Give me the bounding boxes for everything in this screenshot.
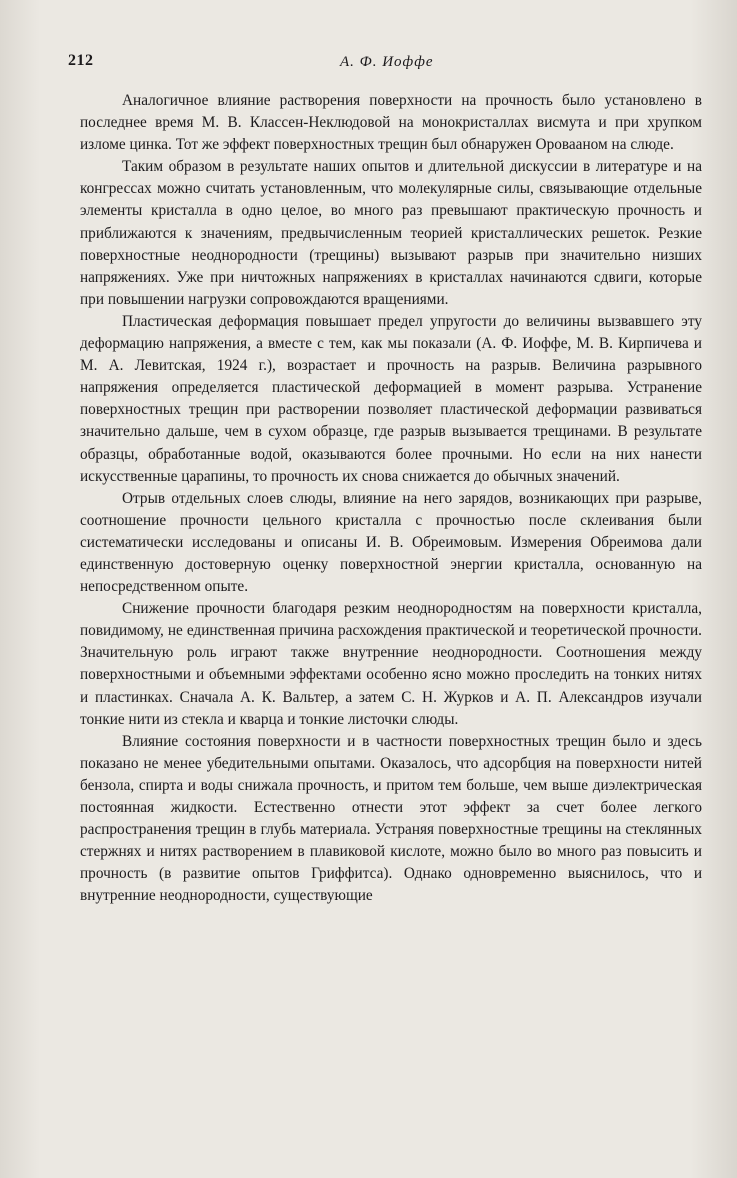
paragraph: Таким образом в результате наших опытов и длительной дискуссии в литературе и на конгрессах можно считать установленным, что молекулярные силы, связывающие отдельные элементы кристалла в одно целое, во много раз превышают практическую прочность и приближаются к значениям, предвычисленным теорией кристаллических решеток. Резкие поверхностные неоднородности (трещины) вызывают разрыв при значительно низших напряжениях. Уже при ничтожных напряжениях в кристаллах начинаются сдвиги, которые при повышении нагрузки сопровождаются вращениями. xyxy=(80,158,702,308)
paragraph: Влияние состояния поверхности и в частности поверхностных трещин было и здесь показано не менее убедительными опытами. Оказалось, что адсорбция на поверхности нитей бензола, спирта и воды снижала прочность, и притом тем больше, чем выше диэлектрическая постоянная жидкости. Естественно отнести этот эффект за счет более легкого распространения трещин в глубь материала. Устраняя поверхностные трещины на стеклянных стержнях и нитях растворением в плавиковой кислоте, можно было во много раз повысить и прочность (в развитие опытов Гриффитса). Однако одновременно выяснилось, что и внутренние неоднородности, существующие xyxy=(80,732,702,905)
body-text xyxy=(80,90,702,907)
paragraph: Снижение прочности благодаря резким неоднородностям на поверхности кристалла, повидимому, не единственная причина расхождения практической и теоретической прочности. Значительную роль играют также внутренние неоднородности. Соотношения между поверхностными и объемными эффектами особенно ясно можно проследить на тонких нитях и пластинках. Сначала А. К. Вальтер, а затем С. Н. Журков и А. П. Александров изучали тонкие нити из стекла и кварца и тонкие листочки слюды. xyxy=(80,600,702,728)
paragraph: Аналогичное влияние растворения поверхности на прочность было установлено в последнее время М. В. Классен-Неклюдовой на монокристаллах висмута и при хрупком изломе цинка. Тот же эффект поверхностных трещин был обнаружен Оровааном на слюде. xyxy=(80,92,702,154)
page-number: 212 xyxy=(68,52,94,69)
page-header xyxy=(68,52,708,76)
running-head-author: А. Ф. Иоффе xyxy=(340,54,434,70)
paragraph: Пластическая деформация повышает предел упругости до величины вызвавшего эту деформацию напряжения, а вместе с тем, как мы показали (А. Ф. Иоффе, М. В. Кирпичева и М. А. Левитская, 1924 г.), возрастает и прочность на разрыв. Величина разрывного напряжения определяется пластической деформацией в момент разрыва. Устранение поверхностных трещин при растворении позволяет пластической деформации развиваться значительно дальше, чем в сухом образце, где разрыв вызывается трещинами. В результате образцы, обработанные водой, оказываются более прочными. Но если на них нанести искусственные царапины, то прочность их снова снижается до обычных значений. xyxy=(80,312,702,485)
paragraph: Отрыв отдельных слоев слюды, влияние на него зарядов, возникающих при разрыве, соотношение прочности цельного кристалла с прочностью после склеивания были систематически исследованы и описаны И. В. Обреимовым. Измерения Обреимова дали единственную достоверную оценку поверхностной энергии кристалла, основанную на непосредственном опыте. xyxy=(80,489,702,596)
